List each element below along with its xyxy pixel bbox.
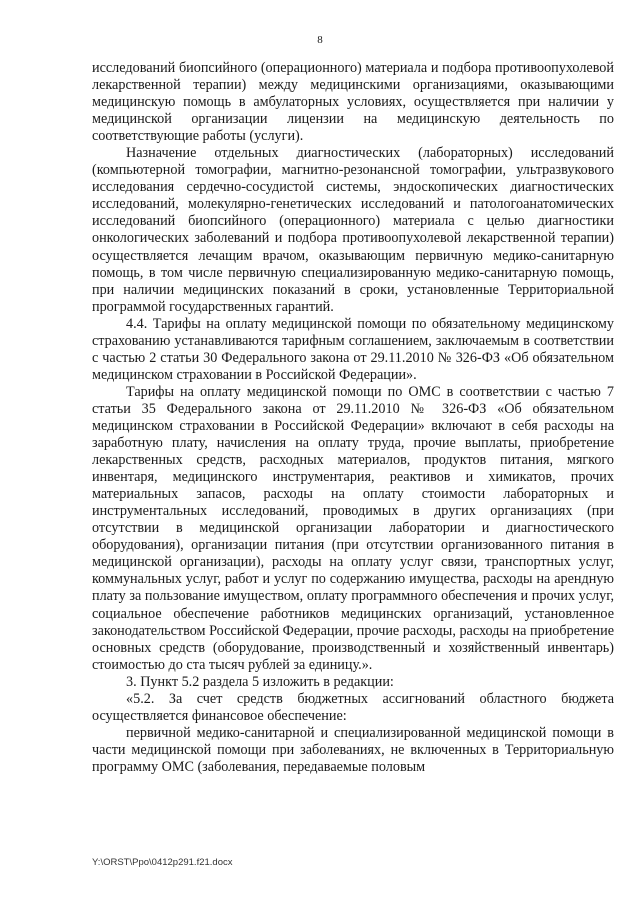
page-number: 8 [317,34,323,46]
paragraph-4: Тарифы на оплату медицинской помощи по ОМС в соответствии с частью 7 статьи 35 Федерального закона от 29.11.2010 № 326-ФЗ «Об обязательном медицинском страховании в Российской Федерации» включают в себя расходы на заработную плату, начисления на оплату труда, прочие выплаты, приобретение лекарственных средств, расходных материалов, продуктов питания, мягкого инвентаря, медицинского инструментария, реактивов и химикатов, прочих материальных запасов, расходы на оплату стоимости лабораторных и инструментальных исследований, проводимых в других организациях (при отсутствии в медицинской организации лаборатории и диагностического оборудования), организации питания (при отсутствии организованного питания в медицинской организации), расходы на оплату услуг связи, транспортных услуг, коммунальных услуг, работ и услуг по содержанию имущества, расходы на арендную плату за пользование имуществом, оплату программного обеспечения и прочих услуг, социальное обеспечение работников медицинских организаций, установленное законодательством Российской Федерации, прочие расходы, расходы на приобретение основных средств (оборудование, производственный и хозяйственный инвентарь) стоимостью до ста тысяч рублей за единицу.». [92,383,614,673]
paragraph-6: «5.2. За счет средств бюджетных ассигнований областного бюджета осуществляется финансовое обеспечение: [92,690,614,724]
footer-file-path: Y:\ORST\Ppo\0412p291.f21.docx [92,857,233,868]
paragraph-2: Назначение отдельных диагностических (лабораторных) исследований (компьютерной томографии, магнитно-резонансной томографии, ультразвукового исследования сердечно-сосудистой системы, эндоскопических диагностических исследований, молекулярно-генетических исследований и патологоанатомических исследований биопсийного (операционного) материала с целью диагностики онкологических заболеваний и подбора противоопухолевой лекарственной терапии) осуществляется лечащим врачом, оказывающим первичную медико-санитарную помощь, в том числе первичную специализированную медико-санитарную помощь, при наличии медицинских показаний в сроки, установленные Территориальной программой государственных гарантий. [92,145,614,315]
paragraph-3: 4.4. Тарифы на оплату медицинской помощи по обязательному медицинскому страхованию устанавливаются тарифным соглашением, заключаемым в соответствии с частью 2 статьи 30 Федерального закона от 29.11.2010 № 326-ФЗ «Об обязательном медицинском страховании в Российской Федерации». [92,315,614,383]
document-body [92,60,614,776]
paragraph-5: 3. Пункт 5.2 раздела 5 изложить в редакции: [126,673,394,690]
paragraph-7: первичной медико-санитарной и специализированной медицинской помощи в части медицинской помощи при заболеваниях, не включенных в Территориальную программу ОМС (заболевания, передаваемые половым [92,724,614,775]
paragraph-1: исследований биопсийного (операционного) материала и подбора противоопухолевой лекарственной терапии) между медицинскими организациями, оказывающими медицинскую помощь в амбулаторных условиях, осуществляется при наличии у медицинской организации лицензии на медицинскую деятельность по соответствующие работы (услуги). [92,60,614,145]
